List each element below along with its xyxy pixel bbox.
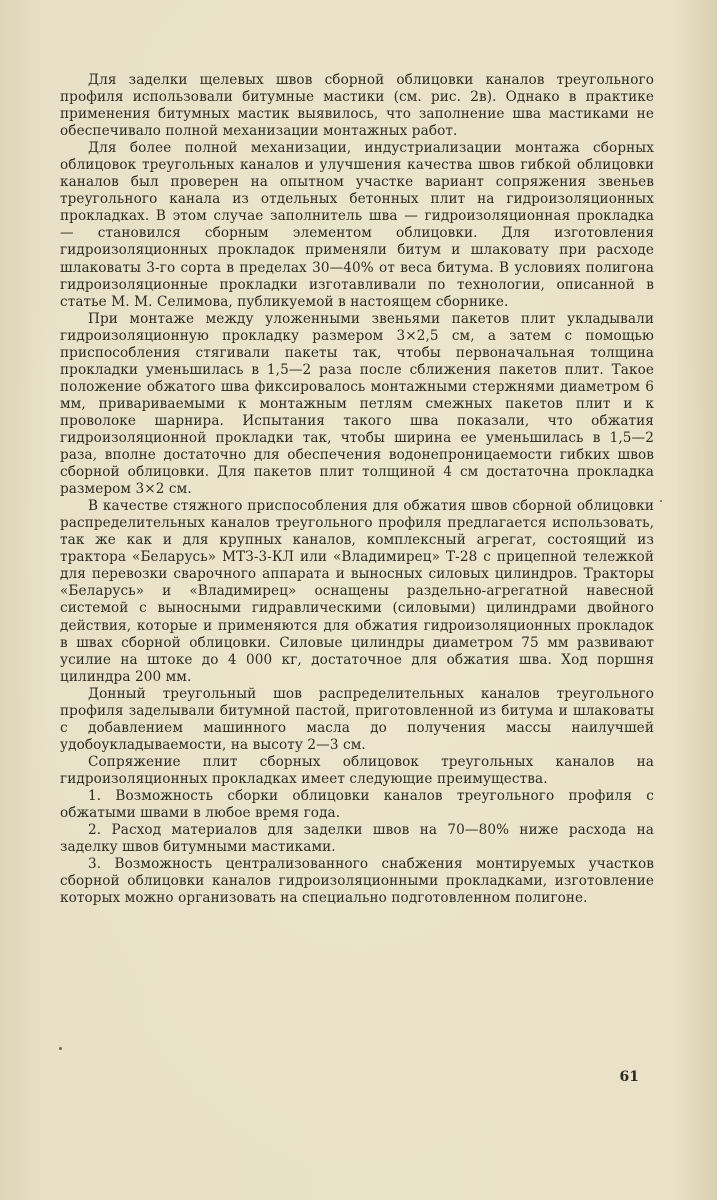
list-item-3: 3. Возможность централизованного снабжения монтируемых участков сборной облицовки каналов гидроизоляционными прокладками, изготовление которых можно организовать на специально подготовленном полигоне. [60, 856, 654, 907]
paragraph-6: Сопряжение плит сборных облицовок треугольных каналов на гидроизоляционных прокладках имеет следующие преимущества. [60, 753, 654, 787]
page-number: 61 [619, 1069, 639, 1085]
ink-speck [59, 1047, 62, 1050]
ink-speck [660, 500, 662, 502]
body-text [60, 72, 654, 907]
list-item-2: 2. Расход материалов для заделки швов на 70—80% ниже расхода на заделку швов битумными мастиками. [60, 822, 654, 856]
paragraph-4: В качестве стяжного приспособления для обжатия швов сборной облицовки распределительных каналов треугольного профиля предлагается использовать, так же как и для крупных каналов, комплексный агрегат, состоящий из трактора «Беларусь» МТЗ-3-КЛ или «Владимирец» Т-28 с прицепной тележкой для перевозки сварочного аппарата и выносных силовых цилиндров. Тракторы «Беларусь» и «Владимирец» оснащены раздельно-агрегатной навесной системой с выносными гидравлическими (силовыми) цилиндрами двойного действия, которые и применяются для обжатия гидроизоляционных прокладок в швах сборной облицовки. Силовые цилиндры диаметром 75 мм развивают усилие на штоке до 4 000 кг, достаточное для обжатия шва. Ход поршня цилиндра 200 мм. [60, 498, 654, 685]
paragraph-1: Для заделки щелевых швов сборной облицовки каналов треугольного профиля использовали битумные мастики (см. рис. 2в). Однако в практике применения битумных мастик выявилось, что заполнение шва мастиками не обеспечивало полной механизации монтажных работ. [60, 72, 654, 140]
paragraph-3: При монтаже между уложенными звеньями пакетов плит укладывали гидроизоляционную прокладку размером 3×2,5 см, а затем с помощью приспособления стягивали пакеты так, чтобы первоначальная толщина прокладки уменьшилась в 1,5—2 раза после сближения пакетов плит. Такое положение обжатого шва фиксировалось монтажными стержнями диаметром 6 мм, привариваемыми к монтажным петлям смежных пакетов плит и к проволоке шарнира. Испытания такого шва показали, что обжатия гидроизоляционной прокладки так, чтобы ширина ее уменьшилась в 1,5—2 раза, вполне достаточно для обеспечения водонепроницаемости гибких швов сборной облицовки. Для пакетов плит толщиной 4 см достаточна прокладка размером 3×2 см. [60, 310, 654, 498]
list-item-1: 1. Возможность сборки облицовки каналов треугольного профиля с обжатыми швами в любое время года. [60, 787, 654, 822]
paragraph-2: Для более полной механизации, индустриализации монтажа сборных облицовок треугольных каналов и улучшения качества швов гибкой облицовки каналов был проверен на опытном участке вариант сопряжения звеньев треугольного канала из отдельных бетонных плит на гидроизоляционных прокладках. В этом случае заполнитель шва — гидроизоляционная прокладка — становился сборным элементом облицовки. Для изготовления гидроизоляционных прокладок применяли битум и шлаковату при расходе шлаковаты 3-го сорта в пределах 30—40% от веса битума. В условиях полигона гидроизоляционные прокладки изготавливали по технологии, описанной в статье М. М. Селимова, публикуемой в настоящем сборнике. [60, 140, 654, 310]
paragraph-5: Донный треугольный шов распределительных каналов треугольного профиля заделывали битумной пастой, приготовленной из битума и шлаковаты с добавлением машинного масла до получения массы наилучшей удобоукладываемости, на высоту 2—3 см. [60, 685, 654, 753]
